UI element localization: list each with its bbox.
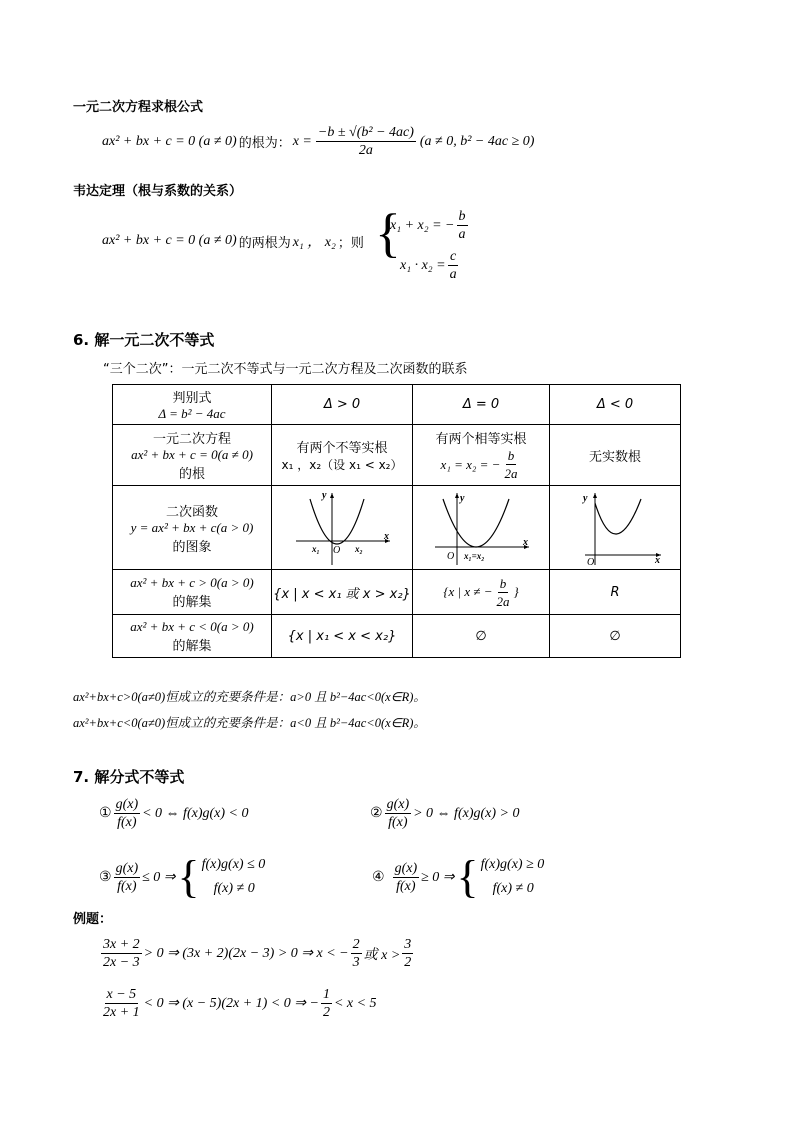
vieta-then: ；则 xyxy=(337,235,364,251)
quadratic-denominator: 2a xyxy=(358,143,373,158)
discriminant-table xyxy=(112,384,681,658)
graph-label-line2: y = ax² + bx + c(a > 0) xyxy=(130,519,254,535)
quadratic-condition: (a ≠ 0, b² − 4ac ≥ 0) xyxy=(419,133,535,149)
vieta-eq-left: ax² + bx + c = 0 (a ≠ 0) xyxy=(102,233,237,248)
section7-title: 7. 解分式不等式 xyxy=(73,768,185,786)
example-1 xyxy=(99,936,415,971)
roots-double-text: 有两个相等实根 xyxy=(435,432,527,447)
fraction-rule-4 xyxy=(372,853,544,901)
rule4-bottom: f(x) ≠ 0 xyxy=(492,881,534,896)
vieta-eq-mid: 的两根为 xyxy=(238,235,291,251)
less-label-line2: 的解集 xyxy=(172,638,212,654)
section6-subtitle: “三个二次”：一元二次不等式与一元二次方程及二次函数的联系 xyxy=(103,362,468,377)
vieta-brace: { xyxy=(375,203,401,263)
graph1-x-label: x xyxy=(384,530,389,542)
quadratic-title: 一元二次方程求根公式 xyxy=(73,100,204,115)
header-delta-positive: Δ > 0 xyxy=(272,385,413,425)
greater-double-den: 2a xyxy=(496,593,510,609)
ex1-num: 3x + 2 xyxy=(103,937,140,952)
roots-label-line1: 一元二次方程 xyxy=(152,432,231,447)
parabola-two-roots-graph xyxy=(292,489,392,567)
graph2-y-label: y xyxy=(460,492,465,504)
less-two-roots: {x | x₁ < x < x₂} xyxy=(272,615,413,658)
vieta-sum-left: x₁ + x₂ = − xyxy=(390,217,455,233)
fraction-rule-3 xyxy=(99,853,265,901)
rule1-num: g(x) xyxy=(115,797,139,812)
less-double-root: ∅ xyxy=(413,615,550,658)
row-less-label xyxy=(113,615,272,658)
rule3-den: f(x) xyxy=(117,878,137,894)
ex1-d3: 2 xyxy=(404,955,412,970)
graph1-x1-label: x₁ xyxy=(312,543,320,554)
example-2 xyxy=(99,986,377,1021)
graph-double-root xyxy=(413,486,550,570)
roots-double xyxy=(413,425,550,486)
roots-double-left: x₁ = x₂ = − xyxy=(440,456,501,472)
graph-label-line1: 二次函数 xyxy=(165,504,218,520)
greater-label-line2: 的解集 xyxy=(172,594,212,610)
ex2-end: < x < 5 xyxy=(333,995,377,1011)
rule2-den: f(x) xyxy=(388,815,408,830)
rule1-den: f(x) xyxy=(117,815,137,830)
rule2-mark: ② xyxy=(370,806,383,821)
example-title: 例题： xyxy=(73,912,113,927)
rule2-num: g(x) xyxy=(386,797,410,812)
graph1-y-label: y xyxy=(322,489,327,501)
quadratic-numerator: −b ± √(b² − 4ac) xyxy=(317,125,414,140)
rule4-den: f(x) xyxy=(396,878,416,894)
rule1-rest: < 0 ⇔ f(x)g(x) < 0 xyxy=(142,805,249,821)
condition-positive: ax²+bx+c>0(a≠0)恒成立的充要条件是：a>0 且 b²−4ac<0(x∈R)。 xyxy=(73,690,426,704)
rule4-mark: ④ xyxy=(372,869,385,885)
ex1-n3: 3 xyxy=(404,937,412,952)
vieta-prod-left: x₁ · x₂ = xyxy=(400,257,446,273)
graph3-x-label: x xyxy=(655,554,660,566)
vieta-line xyxy=(102,231,364,251)
less-no-root: ∅ xyxy=(550,615,681,658)
row-graph-label xyxy=(113,486,272,570)
greater-double-num: b xyxy=(499,575,507,591)
rule3-mark: ③ xyxy=(99,869,112,885)
roots-two-distinct xyxy=(272,425,413,486)
rule1-mark: ① xyxy=(99,806,112,821)
rule4-top: f(x)g(x) ≥ 0 xyxy=(480,857,545,872)
roots-label-line3: 的根 xyxy=(178,467,205,482)
rule3-bottom: f(x) ≠ 0 xyxy=(213,881,255,896)
graph3-origin-label: O xyxy=(587,556,595,567)
graph2-x12-label: x₁=x₂ xyxy=(464,550,485,561)
graph-label-line3: 的图象 xyxy=(172,539,212,555)
graph2-origin-label: O xyxy=(447,550,455,562)
rule4-rest: ≥ 0 ⇒ xyxy=(421,869,455,885)
ex1-d2: 3 xyxy=(352,955,360,970)
rule3-top: f(x)g(x) ≤ 0 xyxy=(201,857,266,872)
ex2-den: 2x + 1 xyxy=(103,1005,140,1020)
greater-double-left: {x | x ≠ − xyxy=(443,584,493,599)
vieta-product xyxy=(400,248,461,283)
roots-double-den: 2a xyxy=(504,466,518,481)
rule4-num: g(x) xyxy=(394,860,418,876)
roots-two-distinct-text: 有两个不等实根 xyxy=(296,441,388,456)
header-label-line2: Δ = b² − 4ac xyxy=(158,406,226,421)
greater-double-right: } xyxy=(513,584,519,599)
rule3-brace: { xyxy=(177,851,200,902)
header-delta-zero: Δ = 0 xyxy=(413,385,550,425)
ex2-n2: 1 xyxy=(322,987,330,1002)
quadratic-formula xyxy=(102,124,534,159)
ex2-num: x − 5 xyxy=(106,987,137,1002)
vieta-title: 韦达定理（根与系数的关系） xyxy=(73,184,243,199)
quadratic-eq-mid: 的根为： xyxy=(238,136,291,151)
table-header-label xyxy=(113,385,272,425)
quadratic-eq-left: ax² + bx + c = 0 (a ≠ 0) xyxy=(102,133,237,149)
ex1-mid: > 0 ⇒ (3x + 2)(2x − 3) > 0 ⇒ x < − xyxy=(143,946,349,961)
section6-title: 6. 解一元二次不等式 xyxy=(73,331,215,349)
vieta-sum xyxy=(390,208,470,243)
rule4-brace: { xyxy=(456,851,479,902)
graph-no-root xyxy=(550,486,681,570)
ex1-n2: 2 xyxy=(352,937,360,952)
ex1-den: 2x − 3 xyxy=(103,955,140,970)
roots-double-num: b xyxy=(507,448,515,463)
greater-double-root xyxy=(413,570,550,615)
greater-no-root: R xyxy=(550,570,681,615)
roots-none: 无实数根 xyxy=(550,425,681,486)
fraction-rule-2 xyxy=(370,796,519,831)
vieta-sum-num: b xyxy=(458,209,466,224)
rule2-rest: > 0 ⇔ f(x)g(x) > 0 xyxy=(413,805,520,821)
graph3-y-label: y xyxy=(583,492,588,504)
condition-negative: ax²+bx+c<0(a≠0)恒成立的充要条件是：a<0 且 b²−4ac<0(x∈R)。 xyxy=(73,716,426,730)
vieta-sum-den: a xyxy=(458,227,466,242)
parabola-double-root-graph xyxy=(431,489,531,567)
roots-label-line2: ax² + bx + c = 0(a ≠ 0) xyxy=(131,447,253,462)
greater-label-line1: ax² + bx + c > 0(a > 0) xyxy=(130,574,254,590)
graph1-x2-label: x₂ xyxy=(355,543,363,554)
ex2-d2: 2 xyxy=(322,1005,330,1020)
header-label-line1: 判别式 xyxy=(172,391,212,406)
header-delta-negative: Δ < 0 xyxy=(550,385,681,425)
row-greater-label xyxy=(113,570,272,615)
vieta-roots: x₁ ， x₂ xyxy=(292,235,336,250)
vieta-prod-den: a xyxy=(449,267,457,282)
less-label-line1: ax² + bx + c < 0(a > 0) xyxy=(130,618,254,634)
vieta-prod-num: c xyxy=(450,249,457,264)
greater-two-roots: {x | x < x₁ 或 x > x₂} xyxy=(272,570,413,615)
rule3-num: g(x) xyxy=(115,860,139,876)
graph1-origin-label: O xyxy=(333,544,341,556)
graph-two-roots xyxy=(272,486,413,570)
row-roots-label xyxy=(113,425,272,486)
ex2-mid: < 0 ⇒ (x − 5)(2x + 1) < 0 ⇒ − xyxy=(143,996,319,1011)
quadratic-x-eq: x = xyxy=(292,133,312,149)
roots-two-distinct-detail: x₁ ，x₂（设 x₁ < x₂） xyxy=(281,458,403,472)
rule3-rest: ≤ 0 ⇒ xyxy=(142,869,176,885)
graph2-x-label: x xyxy=(523,536,528,548)
quadratic-fraction xyxy=(316,124,416,159)
ex1-or: 或 x > xyxy=(363,947,401,963)
parabola-no-root-graph xyxy=(565,489,665,567)
fraction-rule-1 xyxy=(99,796,248,831)
